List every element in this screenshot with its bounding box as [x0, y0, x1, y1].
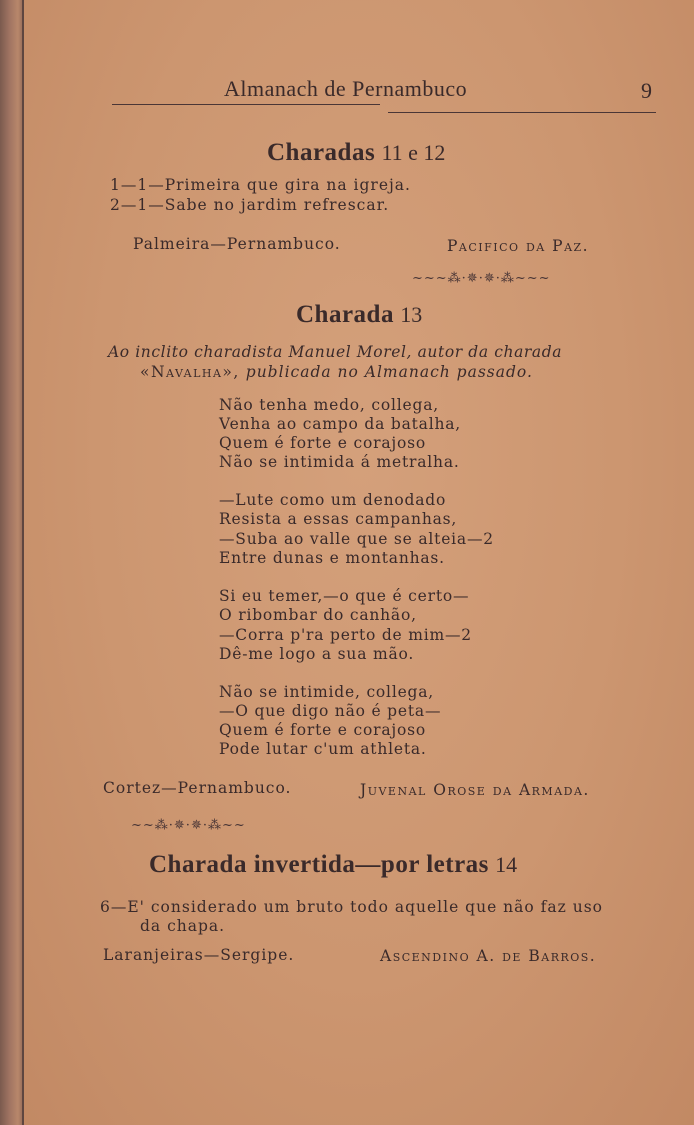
heading-number: 13	[400, 302, 423, 327]
heading-label: Charadas	[267, 139, 376, 166]
charada-line: 2—1—Sabe no jardim refrescar.	[110, 196, 390, 214]
dedication-line-2	[140, 363, 533, 381]
dedication-note: publicada no Almanach passado.	[245, 363, 533, 381]
heading-label: Charada invertida—por letras	[149, 851, 489, 878]
charada-line: 1—1—Primeira que gira na igreja.	[110, 176, 411, 194]
place-signature: Cortez—Pernambuco.	[103, 779, 292, 797]
poem-line: Quem é forte e corajoso	[219, 434, 426, 452]
author-signature: Ascendino A. de Barros.	[380, 947, 597, 965]
poem-line: Entre dunas e montanhas.	[219, 549, 445, 567]
section-heading-charada-13	[296, 301, 422, 329]
heading-number: 11 e 12	[381, 140, 446, 165]
dedication-title: «Navalha»,	[140, 363, 240, 381]
heading-label: Charada	[296, 301, 394, 328]
place-signature: Palmeira—Pernambuco.	[133, 235, 341, 253]
header-rule-right	[388, 112, 656, 113]
dedication-line-1: Ao inclito charadista Manuel Morel, autor da charada	[108, 343, 563, 361]
ornament-divider: ~~⁂·✵·✵·⁂~~	[131, 818, 246, 833]
heading-number: 14	[495, 852, 518, 877]
charada-line: 6—E' considerado um bruto todo aquelle que não faz uso	[100, 898, 604, 916]
poem-line: —Corra p'ra perto de mim—2	[219, 626, 472, 644]
poem-line: —Suba ao valle que se alteia—2	[219, 530, 494, 548]
author-signature: Juvenal Orose da Armada.	[360, 781, 590, 799]
poem-line: Dê-me logo a sua mão.	[219, 645, 415, 663]
charada-line: da chapa.	[140, 917, 226, 935]
poem-line: Não se intimida á metralha.	[219, 453, 460, 471]
poem-line: Quem é forte e corajoso	[219, 721, 426, 739]
author-signature: Pacifico da Paz.	[447, 237, 590, 255]
poem-line: —Lute como um denodado	[219, 491, 447, 509]
poem-line: Resista a essas campanhas,	[219, 510, 458, 528]
header-rule-left	[112, 104, 380, 105]
poem-line: O ribombar do canhão,	[219, 606, 417, 624]
poem-line: Não se intimide, collega,	[219, 683, 435, 701]
poem-line: Si eu temer,—o que é certo—	[219, 587, 470, 605]
book-spine-edge	[0, 0, 24, 1125]
poem-line: Venha ao campo da batalha,	[219, 415, 462, 433]
poem-line: Pode lutar c'um athleta.	[219, 740, 427, 758]
ornament-divider: ~~~⁂·✵·✵·⁂~~~	[412, 271, 551, 286]
place-signature: Laranjeiras—Sergipe.	[103, 946, 295, 964]
poem-line: Não tenha medo, collega,	[219, 396, 439, 414]
poem-line: —O que digo não é peta—	[219, 702, 442, 720]
section-heading-charadas-11-12	[267, 139, 445, 167]
section-heading-charada-invertida-14	[149, 851, 517, 879]
running-title: Almanach de Pernambuco	[224, 76, 468, 101]
page-number: 9	[641, 78, 652, 103]
